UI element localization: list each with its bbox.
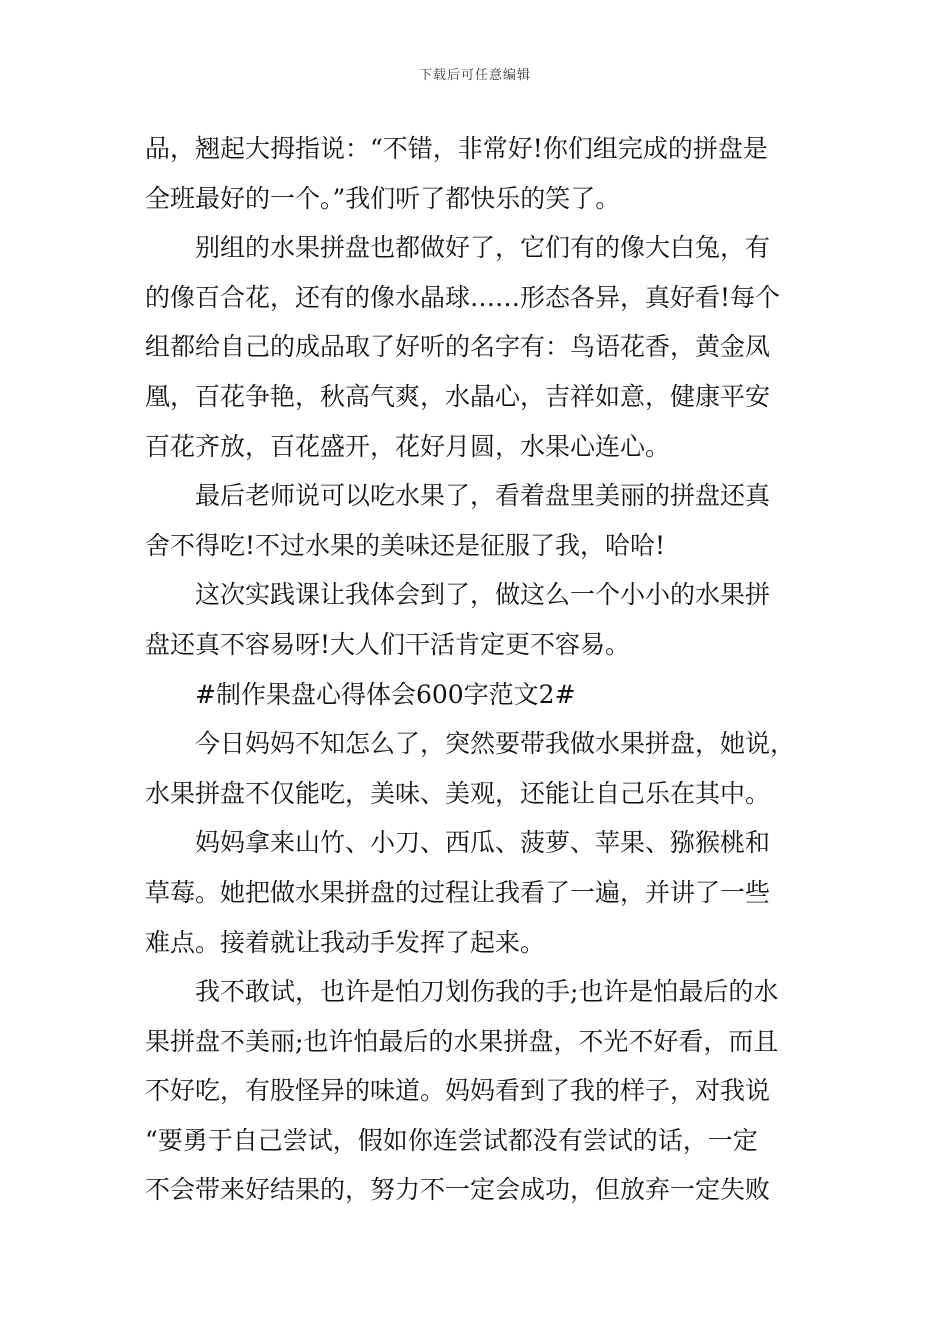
text-line: 品，翘起大拇指说：“不错，非常好!你们组完成的拼盘是	[145, 134, 768, 163]
text-line: 草莓。她把做水果拼盘的过程让我看了一遍，并讲了一些	[145, 877, 771, 907]
text-line: 妈妈拿来山竹、小刀、西瓜、菠萝、苹果、猕猴桃和	[195, 828, 771, 858]
text-line: 不会带来好结果的，努力不一定会成功，但放弃一定失败	[145, 1175, 771, 1205]
page-header: 下载后可任意编辑	[418, 68, 531, 83]
text-line: 舍不得吃!不过水果的美味还是征服了我，哈哈!	[145, 530, 666, 560]
text-line: 百花齐放，百花盛开，花好月圆，水果心连心。	[145, 431, 671, 461]
text-line: 果拼盘不美丽;也许怕最后的水果拼盘，不光不好看，而且	[145, 1026, 779, 1056]
document-body	[145, 124, 815, 1215]
text-line: 这次实践课让我体会到了，做这么一个小小的水果拼	[195, 580, 771, 610]
text-line: 难点。接着就让我动手发挥了起来。	[145, 927, 546, 957]
text-line: 最后老师说可以吃水果了，看着盘里美丽的拼盘还真	[195, 481, 771, 511]
text-line: 组都给自己的成品取了好听的名字有：鸟语花香，黄金凤	[145, 332, 771, 362]
text-line: 凰，百花争艳，秋高气爽，水晶心，吉祥如意，健康平安	[145, 381, 771, 411]
text-line: 盘还真不容易呀!大人们干活肯定更不容易。	[145, 629, 631, 659]
text-line: 我不敢试，也许是怕刀划伤我的手;也许是怕最后的水	[195, 977, 779, 1007]
text-line: 水果拼盘不仅能吃，美味、美观，还能让自己乐在其中。	[145, 778, 771, 808]
text-line: 不好吃，有股怪异的味道。妈妈看到了我的样子，对我说	[145, 1076, 771, 1106]
text-line: 全班最好的一个。”我们听了都快乐的笑了。	[145, 183, 621, 213]
text-line: 今日妈妈不知怎么了，突然要带我做水果拼盘，她说，	[195, 729, 796, 759]
text-line: 别组的水果拼盘也都做好了，它们有的像大白兔，有	[195, 233, 771, 263]
text-line: “要勇于自己尝试，假如你连尝试都没有尝试的话，一定	[145, 1125, 758, 1155]
text-line: 的像百合花，还有的像水晶球……形态各异，真好看!每个	[145, 282, 781, 312]
text-line: #制作果盘心得体会600字范文2#	[195, 679, 576, 709]
